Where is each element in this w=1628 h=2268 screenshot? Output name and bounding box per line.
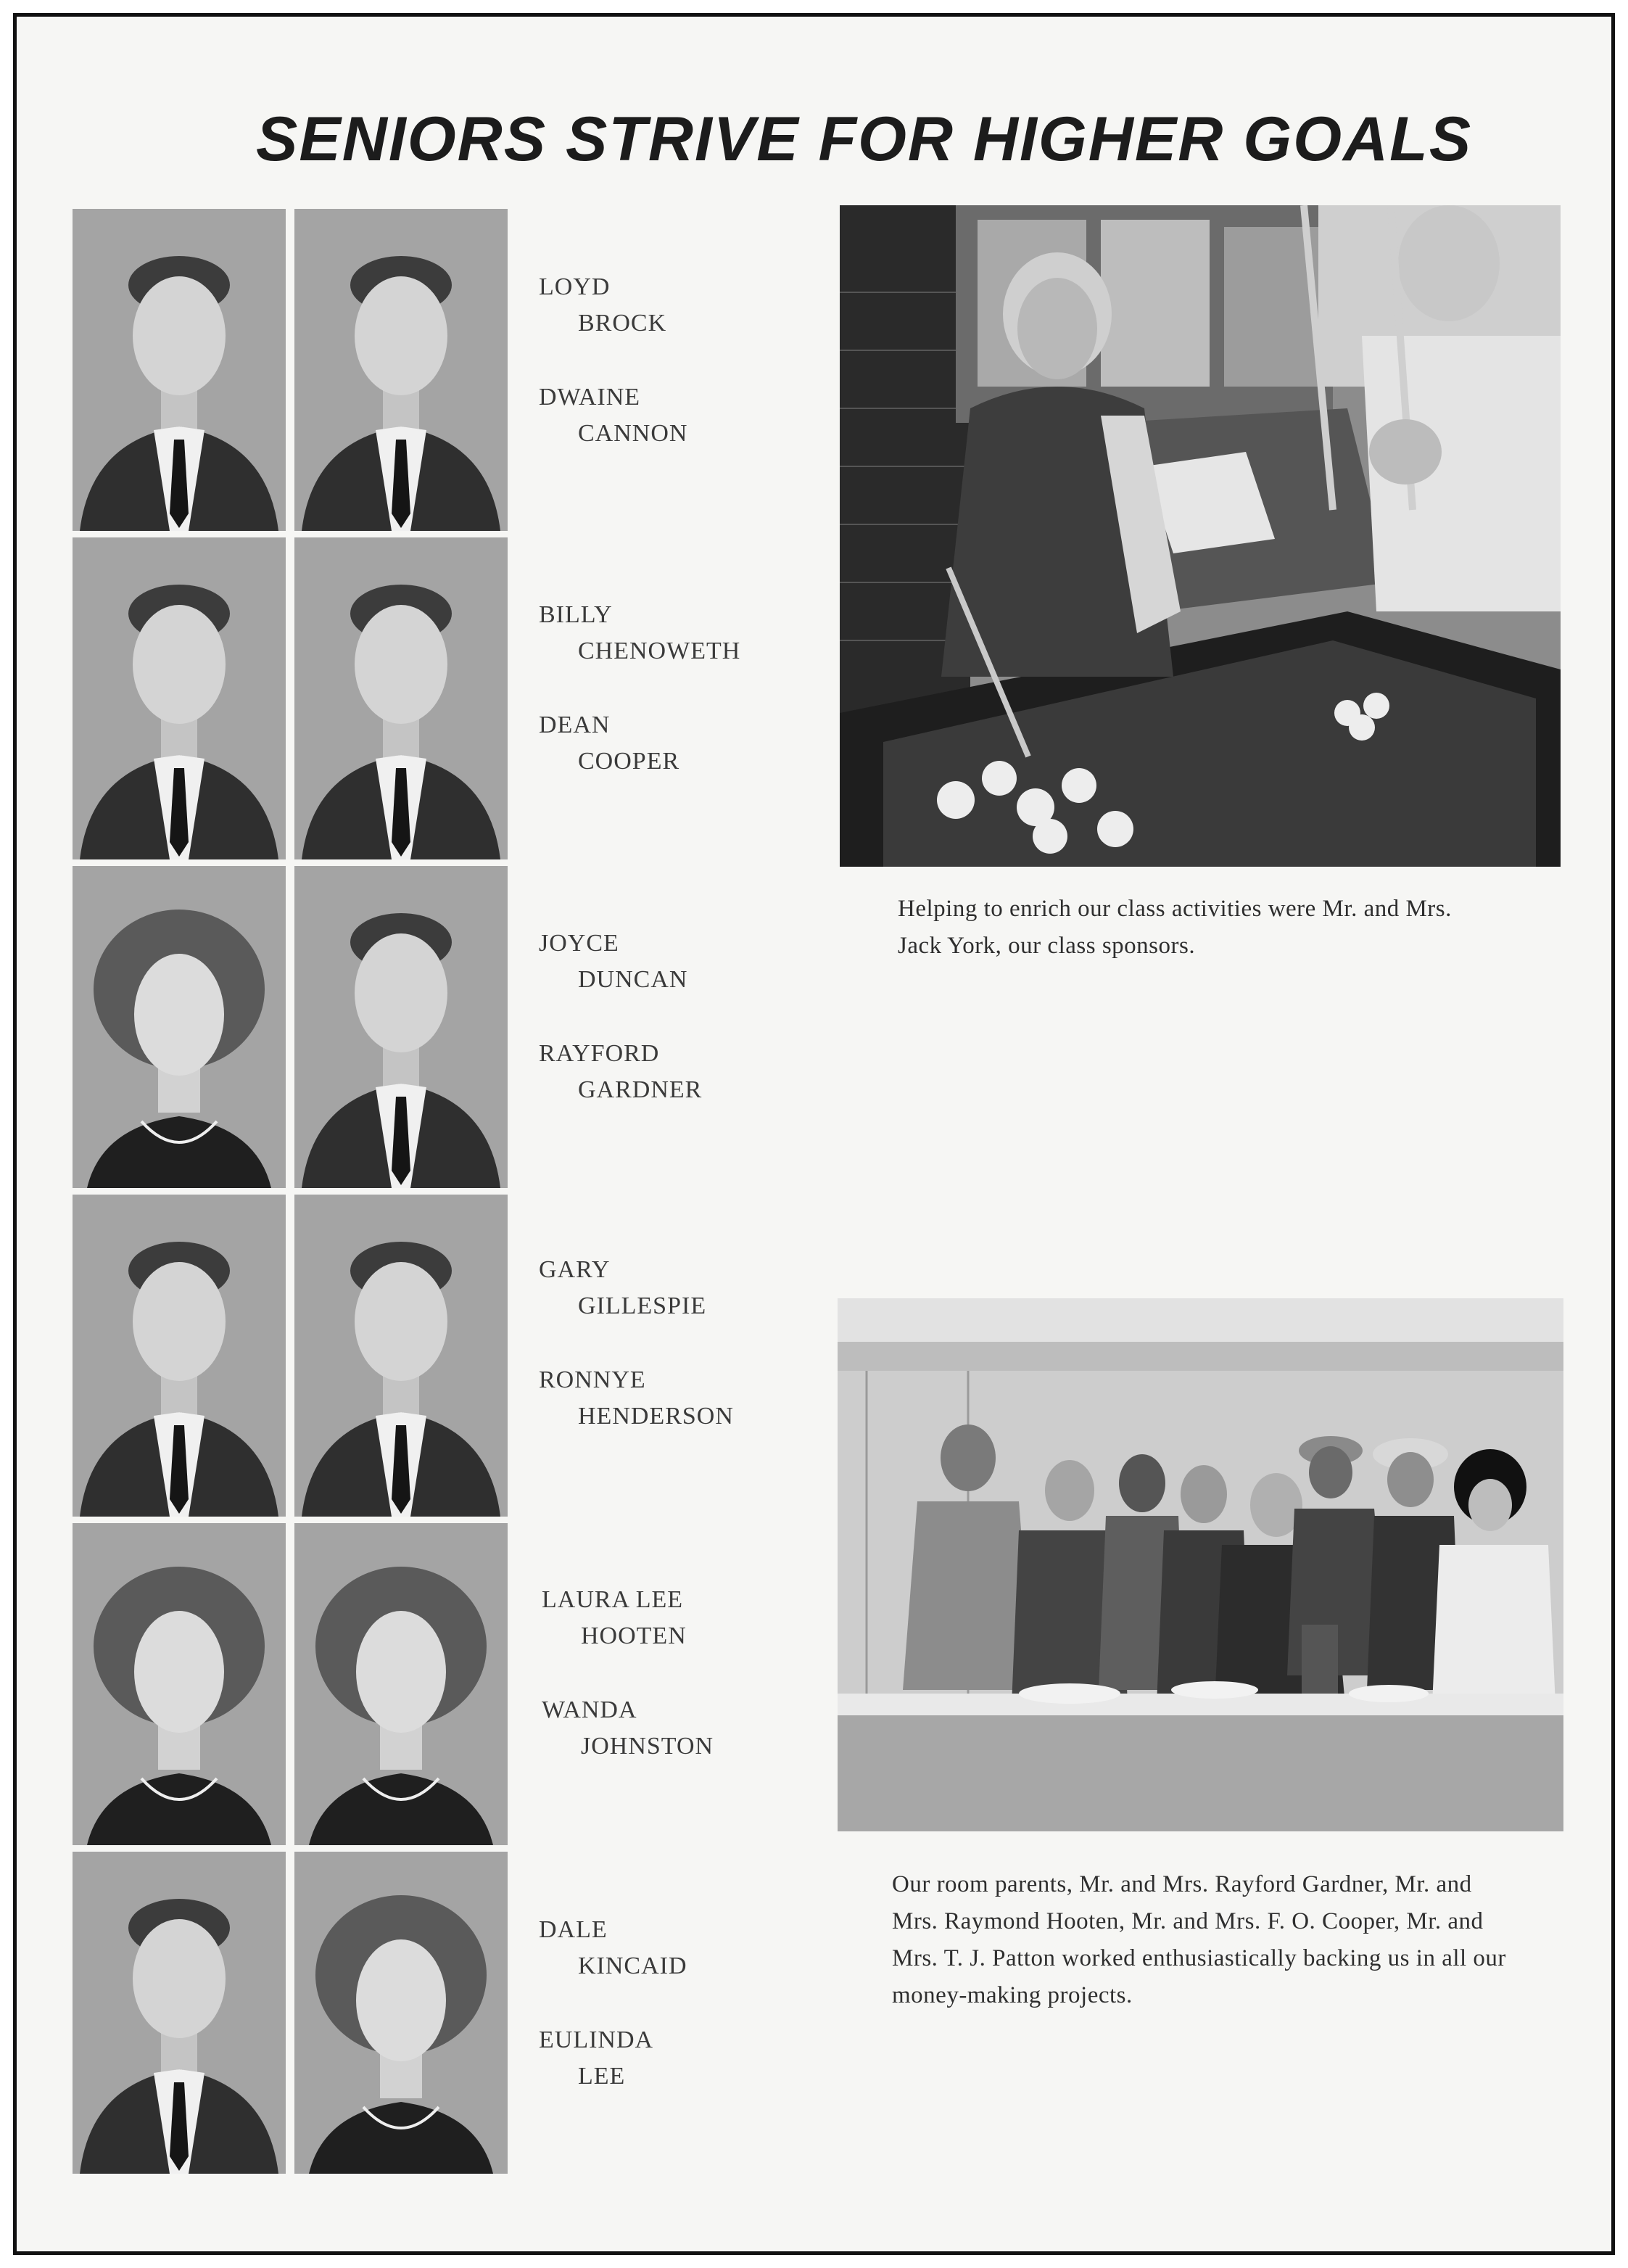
- portrait-billy-chenoweth: [73, 537, 286, 859]
- senior-name: [539, 707, 679, 780]
- portrait-laura-lee-hooten: [73, 1523, 286, 1845]
- sponsors-photo: [840, 205, 1561, 867]
- senior-name: [539, 597, 740, 669]
- senior-name: [539, 2022, 653, 2095]
- last-name: CANNON: [578, 420, 688, 447]
- senior-name: [539, 1912, 687, 1984]
- last-name: BROCK: [578, 310, 667, 337]
- senior-name: [539, 1362, 734, 1435]
- last-name: CHENOWETH: [578, 638, 741, 664]
- portrait-loyd-brock: [73, 209, 286, 531]
- last-name: LEE: [578, 2063, 626, 2090]
- first-name: GARY: [539, 1256, 611, 1283]
- portrait-dale-kincaid: [73, 1852, 286, 2174]
- portrait-wanda-johnston: [294, 1523, 508, 1845]
- senior-name: [539, 1036, 702, 1108]
- first-name: LOYD: [539, 273, 611, 300]
- first-name: DWAINE: [539, 384, 641, 411]
- first-name: LAURA LEE: [542, 1586, 684, 1613]
- first-name: JOYCE: [539, 930, 619, 957]
- first-name: EULINDA: [539, 2026, 654, 2053]
- first-name: DALE: [539, 1916, 608, 1943]
- first-name: WANDA: [542, 1696, 637, 1723]
- senior-name: [539, 1252, 706, 1324]
- last-name: GILLESPIE: [578, 1292, 707, 1319]
- senior-name: [542, 1582, 687, 1654]
- first-name: BILLY: [539, 601, 613, 628]
- room-parents-caption: Our room parents, Mr. and Mrs. Rayford Gardner, Mr. and Mrs. Raymond Hooten, Mr. and Mrs. F. O. Cooper, Mr. and Mrs. T. J. Patton worked enthusiastically backing us in all our money-making projects.: [892, 1871, 1506, 2008]
- last-name: JOHNSTON: [581, 1733, 714, 1760]
- portrait-dean-cooper: [294, 537, 508, 859]
- room-parents-photo: [838, 1298, 1563, 1831]
- portrait-rayford-gardner: [294, 866, 508, 1188]
- first-name: RONNYE: [539, 1366, 646, 1393]
- last-name: COOPER: [578, 748, 680, 775]
- senior-name: [539, 269, 666, 342]
- last-name: HENDERSON: [578, 1403, 734, 1430]
- portrait-eulinda-lee: [294, 1852, 508, 2174]
- senior-name: [539, 379, 687, 452]
- sponsors-caption: Helping to enrich our class activities were Mr. and Mrs. Jack York, our class sponsors.: [898, 896, 1452, 959]
- portrait-ronnye-henderson: [294, 1195, 508, 1517]
- first-name: RAYFORD: [539, 1040, 660, 1067]
- yearbook-page: [13, 13, 1615, 2255]
- first-name: DEAN: [539, 712, 611, 738]
- last-name: HOOTEN: [581, 1622, 687, 1649]
- portrait-gary-gillespie: [73, 1195, 286, 1517]
- portrait-joyce-duncan: [73, 866, 286, 1188]
- last-name: DUNCAN: [578, 966, 688, 993]
- senior-name: [542, 1692, 714, 1765]
- last-name: GARDNER: [578, 1076, 703, 1103]
- page-title: SENIORS STRIVE FOR HIGHER GOALS: [256, 104, 1473, 174]
- senior-name: [539, 925, 687, 998]
- last-name: KINCAID: [578, 1952, 687, 1979]
- portrait-dwaine-cannon: [294, 209, 508, 531]
